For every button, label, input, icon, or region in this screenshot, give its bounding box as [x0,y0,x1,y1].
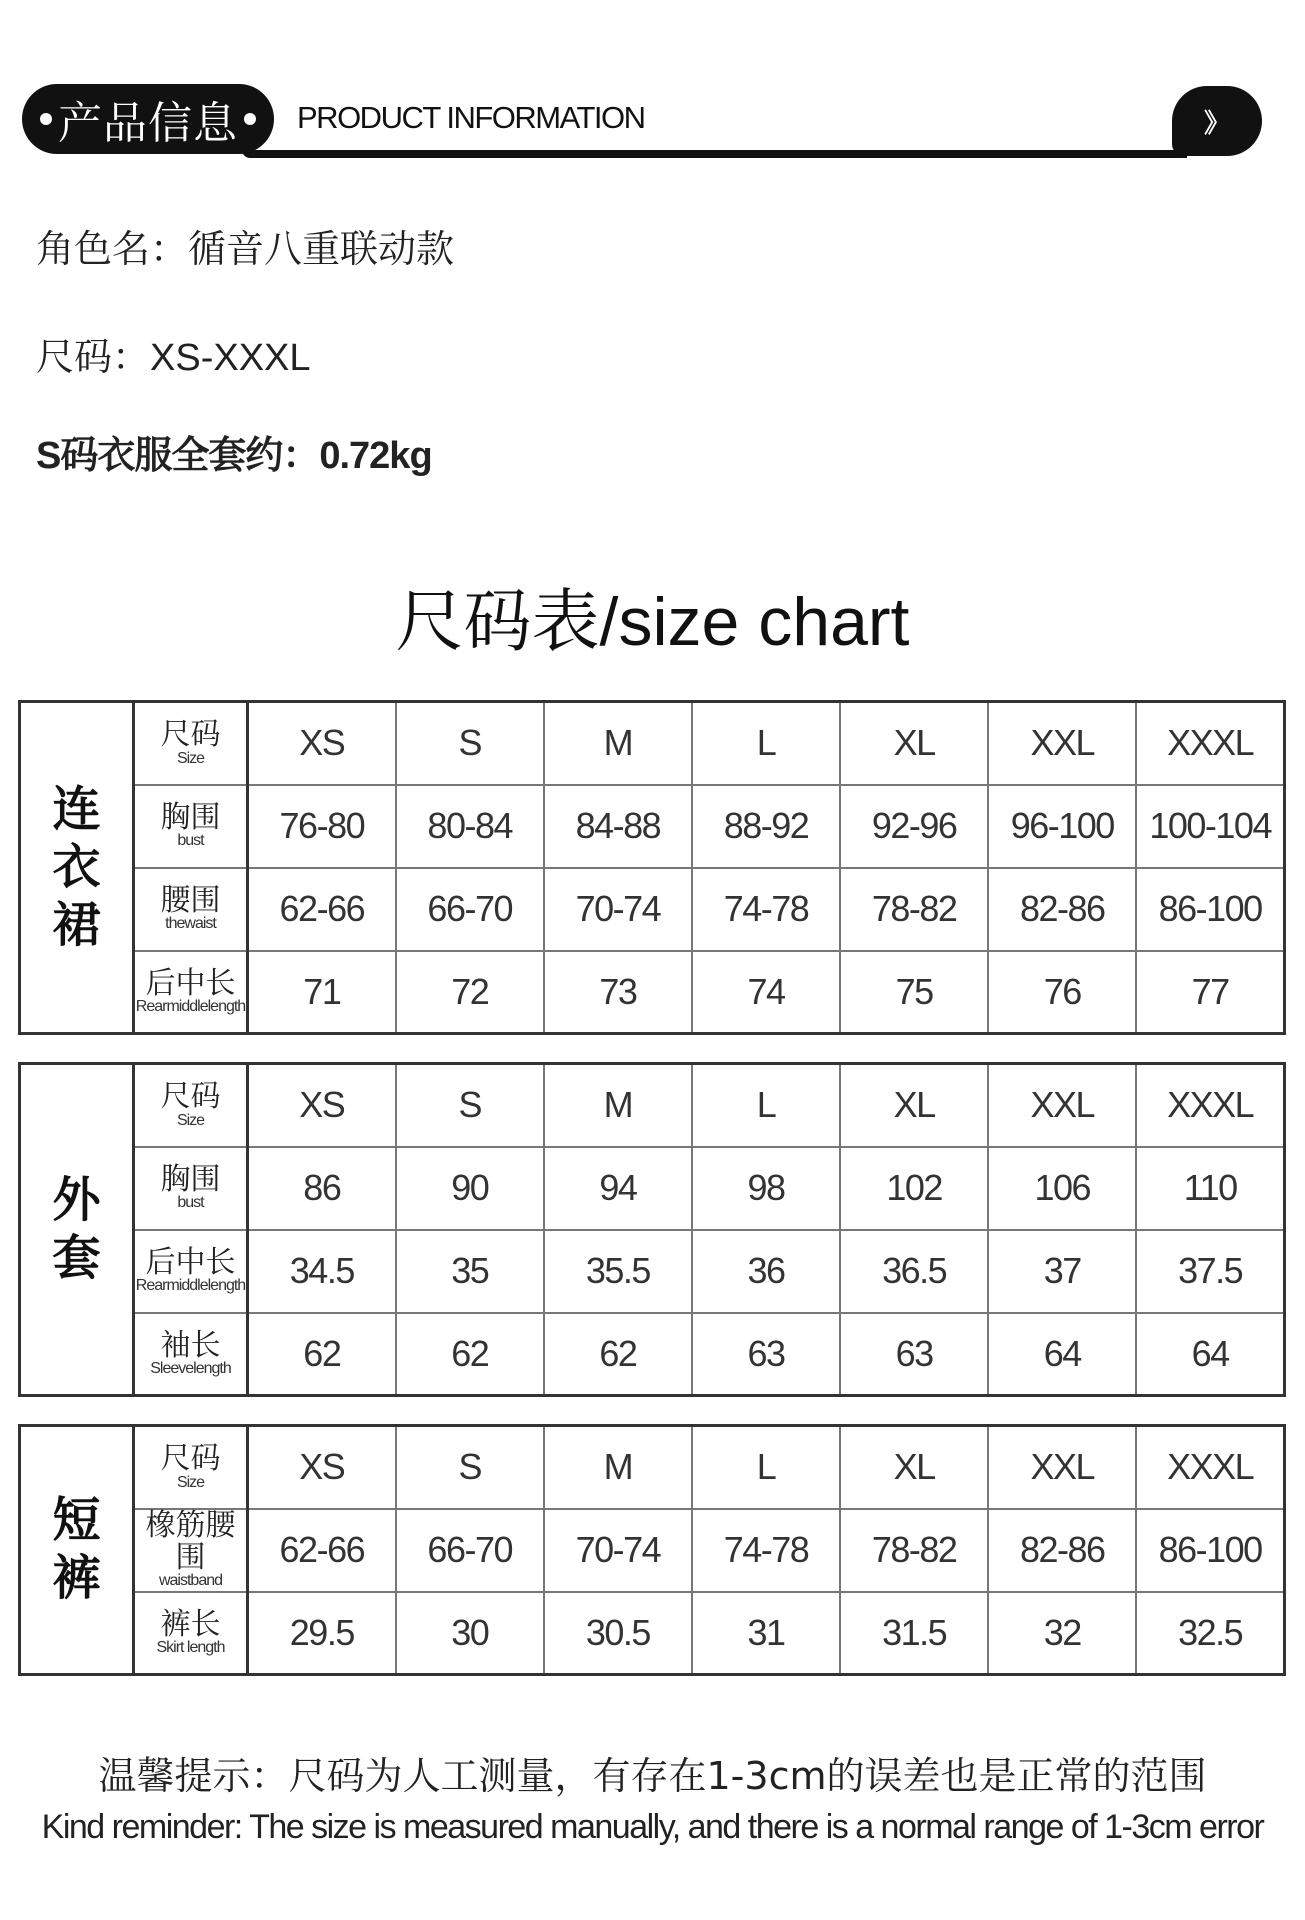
header-title-cn: 产品信息 [58,98,238,149]
table-row [20,1147,1285,1230]
row-label-cn: 腰围 [160,883,221,917]
table-row [20,1426,1285,1509]
size-cell: 70-74 [544,1509,692,1592]
size-cell: M [544,1064,692,1147]
row-label [134,1147,248,1230]
table-row [20,702,1285,785]
size-cell: 64 [988,1313,1136,1396]
size-cell: 36.5 [840,1230,988,1313]
size-cell: 73 [544,951,692,1034]
row-label-en: Rearmiddlelength [135,1277,246,1295]
size-cell: 30.5 [544,1592,692,1675]
size-cell: 36 [692,1230,840,1313]
size-cell: 72 [396,951,544,1034]
row-label-cn: 尺码 [160,718,221,752]
size-cell: S [396,702,544,785]
size-cell: 92-96 [840,785,988,868]
header-title-pill [22,84,274,154]
size-cell: 37 [988,1230,1136,1313]
size-cell: L [692,1426,840,1509]
row-label-cn: 胸围 [160,1162,221,1196]
size-cell: 70-74 [544,868,692,951]
size-cell: 74-78 [692,868,840,951]
row-label [134,1230,248,1313]
row-label-en: bust [177,832,204,850]
row-label-en: Rearmiddlelength [135,998,246,1016]
size-cell: 102 [840,1147,988,1230]
size-cell: XL [840,1426,988,1509]
size-cell: 71 [248,951,396,1034]
row-label [134,1592,248,1675]
size-cell: 106 [988,1147,1136,1230]
size-cell: 82-86 [988,1509,1136,1592]
dot-icon [40,113,52,125]
size-cell: 35.5 [544,1230,692,1313]
row-label-en: Size [176,1473,205,1491]
size-cell: 86-100 [1136,1509,1284,1592]
size-table-shorts [18,1424,1286,1676]
table-row [20,1509,1285,1592]
table-row [20,1064,1285,1147]
row-label-en: Size [176,749,205,767]
size-cell: 63 [692,1313,840,1396]
size-cell: 32 [988,1592,1136,1675]
size-cell: 62-66 [248,1509,396,1592]
size-cell: XS [248,1426,396,1509]
size-cell: 84-88 [544,785,692,868]
size-cell: 30 [396,1592,544,1675]
size-cell: L [692,1064,840,1147]
section-header [22,84,1262,158]
size-cell: 35 [396,1230,544,1313]
row-label [134,951,248,1034]
row-label [134,1064,248,1147]
size-cell: 94 [544,1147,692,1230]
size-cell: 29.5 [248,1592,396,1675]
size-cell: 90 [396,1147,544,1230]
category-label: 连 衣 裙 [20,702,134,1034]
table-row [20,868,1285,951]
size-cell: 66-70 [396,1509,544,1592]
row-label [134,1509,248,1592]
row-label [134,1426,248,1509]
size-cell: 34.5 [248,1230,396,1313]
size-cell: 32.5 [1136,1592,1284,1675]
size-cell: 78-82 [840,1509,988,1592]
category-label: 短 裤 [20,1426,134,1675]
size-range: 尺码：XS-XXXL [36,337,311,379]
size-cell: XXL [988,1064,1136,1147]
row-label [134,868,248,951]
size-cell: 77 [1136,951,1284,1034]
row-label-cn: 胸围 [160,800,221,834]
row-label-en: Sleevelength [150,1360,231,1378]
size-cell: 100-104 [1136,785,1284,868]
size-cell: M [544,702,692,785]
size-cell: M [544,1426,692,1509]
row-label-cn: 后中长 [145,1245,236,1279]
row-label-cn: 尺码 [160,1080,221,1114]
size-cell: 64 [1136,1313,1284,1396]
row-label-en: Size [176,1111,205,1129]
row-label-en: bust [177,1194,204,1212]
size-cell: 62-66 [248,868,396,951]
role-name: 角色名：循音八重联动款 [36,229,455,271]
size-cell: 37.5 [1136,1230,1284,1313]
size-cell: 86-100 [1136,868,1284,951]
table-row [20,1230,1285,1313]
row-label [134,1313,248,1396]
size-cell: 80-84 [396,785,544,868]
size-cell: XS [248,1064,396,1147]
category-label: 外 套 [20,1064,134,1396]
size-cell: 74-78 [692,1509,840,1592]
size-cell: S [396,1064,544,1147]
size-cell: 76 [988,951,1136,1034]
table-row [20,1592,1285,1675]
size-cell: XXL [988,702,1136,785]
size-cell: 88-92 [692,785,840,868]
row-label [134,785,248,868]
size-chart-title: 尺码表/size chart [395,584,910,660]
row-label-en: waistband [158,1572,223,1590]
row-label-en: thewaist [165,915,216,933]
size-cell: XXXL [1136,1064,1284,1147]
table-row [20,1313,1285,1396]
weight-info: S码衣服全套约：0.72kg [36,435,432,477]
size-cell: 110 [1136,1147,1284,1230]
size-cell: 66-70 [396,868,544,951]
row-label-cn: 裤长 [160,1607,221,1641]
size-table-dress [18,700,1286,1035]
row-label [134,702,248,785]
size-cell: 78-82 [840,868,988,951]
size-cell: 62 [248,1313,396,1396]
size-cell: 75 [840,951,988,1034]
size-cell: 98 [692,1147,840,1230]
size-table-coat [18,1062,1286,1397]
table-row [20,785,1285,868]
size-cell: 63 [840,1313,988,1396]
size-cell: 74 [692,951,840,1034]
reminder-text-en: Kind reminder: The size is measured manually, and there is a normal range of 1-3cm error [41,1808,1264,1846]
double-chevron-right-icon: 》 [1172,86,1262,156]
row-label-cn: 袖长 [160,1328,221,1362]
row-label-cn: 尺码 [160,1442,221,1476]
header-title-en: PRODUCT INFORMATION [297,100,645,135]
size-cell: 62 [396,1313,544,1396]
size-cell: S [396,1426,544,1509]
size-cell: XXXL [1136,702,1284,785]
size-cell: 96-100 [988,785,1136,868]
size-cell: XL [840,702,988,785]
size-cell: 76-80 [248,785,396,868]
size-cell: L [692,702,840,785]
size-cell: 31.5 [840,1592,988,1675]
header-underline [242,150,1187,158]
size-cell: XL [840,1064,988,1147]
size-cell: XXL [988,1426,1136,1509]
size-cell: 62 [544,1313,692,1396]
dot-icon [244,113,256,125]
row-label-cn: 后中长 [145,966,236,1000]
size-cell: XS [248,702,396,785]
row-label-cn: 橡筋腰围 [145,1509,236,1574]
row-label-en: Skirt length [156,1639,225,1657]
size-cell: XXXL [1136,1426,1284,1509]
size-cell: 86 [248,1147,396,1230]
reminder-text-cn: 温馨提示：尺码为人工测量，有存在1-3cm的误差也是正常的范围 [98,1754,1207,1798]
size-cell: 82-86 [988,868,1136,951]
size-cell: 31 [692,1592,840,1675]
table-row [20,951,1285,1034]
